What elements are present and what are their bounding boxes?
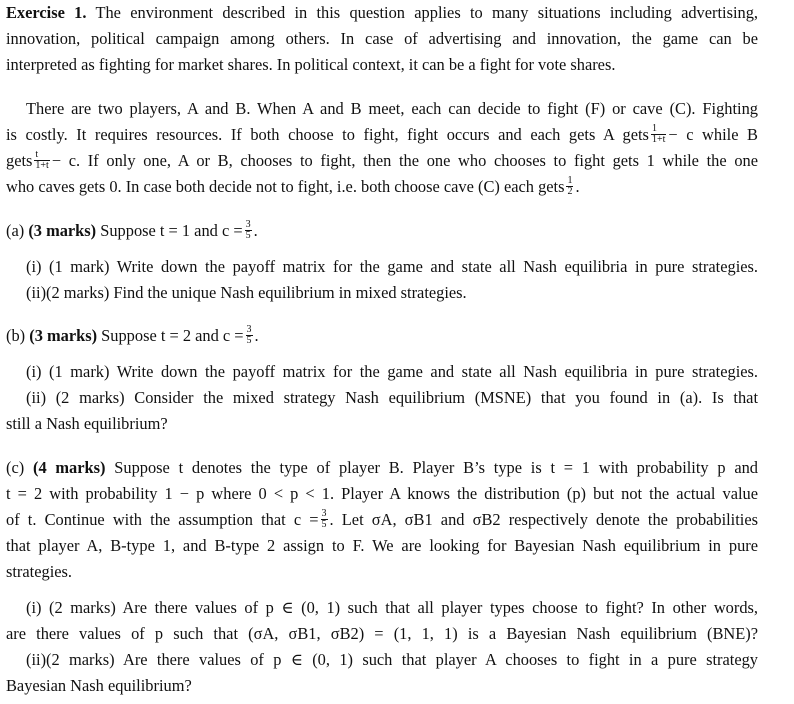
part-c-line-1: (c) (4 marks) Suppose t denotes the type of player B. Player B’s type is t = 1 with probability p and <box>6 458 759 477</box>
fraction-three-fifths: $\frac{3}{5}$ <box>245 218 251 241</box>
fraction-three-fifths: $\frac{3}{5}$ <box>321 507 327 530</box>
part-b-heading: (b) (3 marks) Suppose t = 2 and c = $\frac{3}{5}$ . <box>6 323 259 346</box>
setup-line-2: is costly. It requires resources. If both choose to fight, fight occurs and each gets A gets $\frac{1}{1+t}$ − c while B <box>6 122 758 145</box>
part-c-line-3: of t. Continue with the assumption that c = $\frac{3}{5}$ . Let σA, σB1 and σB2 respectively denote the probabilities <box>6 507 759 530</box>
part-c-ii-line-2: Bayesian Nash equilibrium? <box>6 676 192 695</box>
setup-line-3: gets $\frac{t}{1+t}$ − c. If only one, A or B, chooses to fight, then the one who chooses to fight gets 1 while the one <box>6 148 758 171</box>
part-c-ii-line-1: (ii)(2 marks) Are there values of p ∈ (0, 1) such that player A chooses to fight in a pure strategy <box>26 650 758 669</box>
intro-line-3: interpreted as fighting for market shares. In political context, it can be a fight for vote shares. <box>6 55 616 74</box>
fraction-one-over-one-plus-t: $\frac{1}{1+t}$ <box>651 122 666 145</box>
part-a-ii: (ii)(2 marks) Find the unique Nash equilibrium in mixed strategies. <box>26 283 467 302</box>
part-b-ii-line-2: still a Nash equilibrium? <box>6 414 168 433</box>
part-c-line-5: strategies. <box>6 562 72 581</box>
intro-line-2: innovation, political campaign among others. In case of advertising and innovation, the game can be <box>6 29 758 48</box>
part-a-i: (i) (1 mark) Write down the payoff matrix for the game and state all Nash equilibria in pure strategies. <box>26 257 758 276</box>
part-c-line-4: that player A, B-type 1, and B-type 2 assign to F. We are looking for Bayesian Nash equilibrium in pure <box>6 536 758 555</box>
setup-line-1: There are two players, A and B. When A and B meet, each can decide to fight (F) or cave (C). Fighting <box>26 99 758 118</box>
intro-line-1: Exercise 1. The environment described in this question applies to many situations including advertising, <box>6 3 758 22</box>
fraction-one-half: $\frac{1}{2}$ <box>567 174 573 197</box>
exercise-heading: Exercise 1. <box>6 3 87 22</box>
part-b-i: (i) (1 mark) Write down the payoff matrix for the game and state all Nash equilibria in pure strategies. <box>26 362 758 381</box>
part-c-i-line-2: are there values of p such that (σA, σB1, σB2) = (1, 1, 1) is a Bayesian Nash equilibrium (BNE)? <box>6 624 758 643</box>
part-b-ii-line-1: (ii) (2 marks) Consider the mixed strategy Nash equilibrium (MSNE) that you found in (a). Is that <box>26 388 758 407</box>
part-c-line-2: t = 2 with probability 1 − p where 0 < p < 1. Player A knows the distribution (p) but not the actual value <box>6 484 758 503</box>
fraction-t-over-one-plus-t: $\frac{t}{1+t}$ <box>35 148 49 171</box>
fraction-three-fifths: $\frac{3}{5}$ <box>246 323 252 346</box>
part-c-i-line-1: (i) (2 marks) Are there values of p ∈ (0, 1) such that all player types choose to fight? In other words, <box>26 598 758 617</box>
part-a-heading: (a) (3 marks) Suppose t = 1 and c = $\frac{3}{5}$ . <box>6 218 258 241</box>
setup-line-4: who caves gets 0. In case both decide not to fight, i.e. both choose cave (C) each gets $\frac{1}{2}$ . <box>6 174 580 197</box>
